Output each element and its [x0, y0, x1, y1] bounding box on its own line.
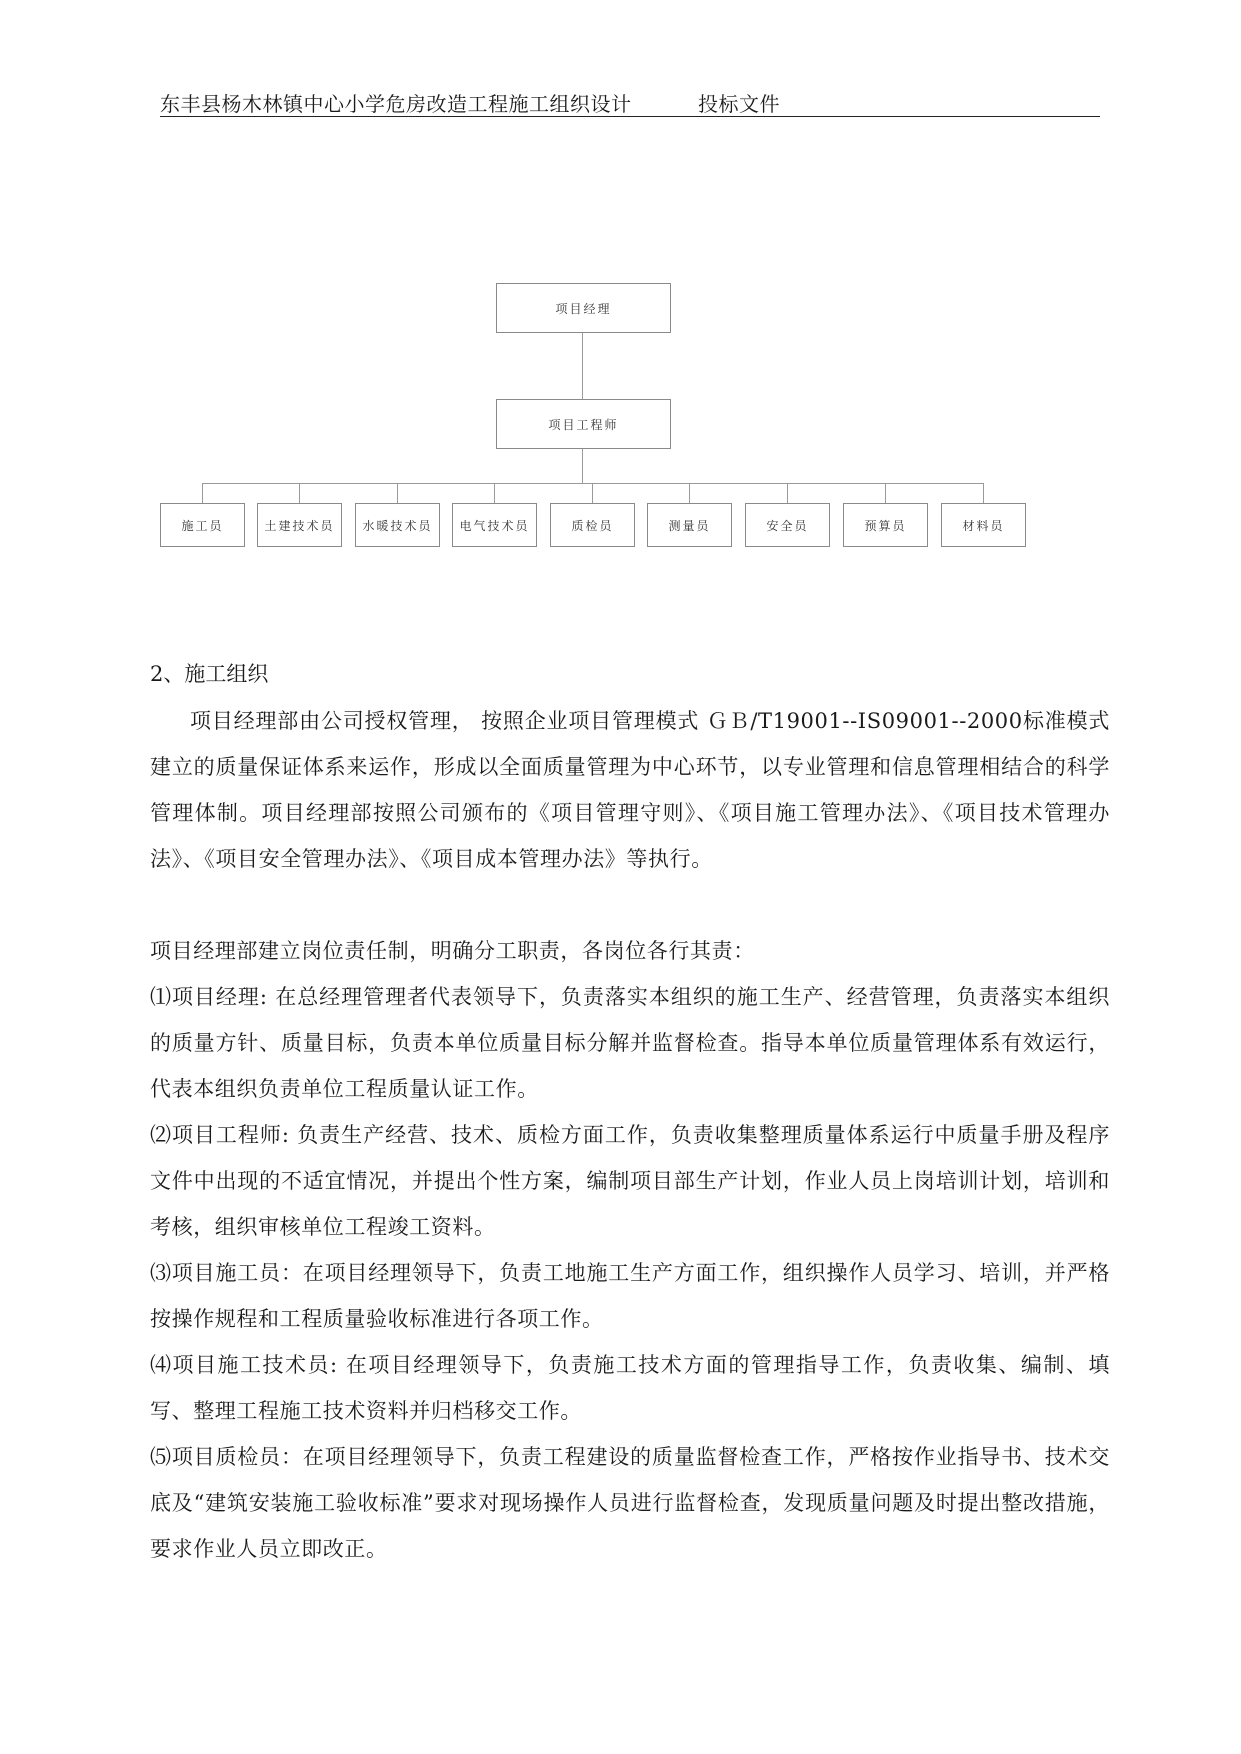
org-box-plumbing-technician: 水暖技术员	[355, 503, 440, 547]
paragraph-quality-inspector: ⑸项目质检员：在项目经理领导下，负责工程建设的质量监督检查工作，严格按作业指导书、技术交底及“建筑安装施工验收标准”要求对现场操作人员进行监督检查，发现质量问题及时提出整改措施，要求作业人员立即改正。	[150, 1445, 1110, 1561]
paragraph-intro: 项目经理部由公司授权管理， 按照企业项目管理模式 ＧＢ/T19001--IS09001--2000标准模式建立的质量保证体系来运作，形成以全面质量管理为中心环节，以专业管理和信息管理相结合的科学管理体制。项目经理部按照公司颁布的《项目管理守则》、《项目施工管理办法》、《项目技术管理办法》、《项目安全管理办法》、《项目成本管理办法》等执行。	[150, 709, 1110, 871]
org-box-civil-technician: 土建技术员	[257, 503, 342, 547]
org-box-surveyor: 测量员	[647, 503, 732, 547]
org-connector	[582, 449, 583, 483]
header-tag: 投标文件	[698, 92, 780, 116]
org-box-construction-worker: 施工员	[160, 503, 245, 547]
header-title: 东丰县杨木林镇中心小学危房改造工程施工组织设计	[160, 92, 632, 116]
org-connector	[202, 483, 984, 484]
paragraph-project-engineer: ⑵项目工程师: 负责生产经营、技术、质检方面工作，负责收集整理质量体系运行中质量手册及程序文件中出现的不适宜情况，并提出个性方案，编制项目部生产计划，作业人员上岗培训计划，培训和考核，组织审核单位工程竣工资料。	[150, 1123, 1110, 1239]
org-connector	[397, 483, 398, 503]
section-title: 2、施工组织	[150, 662, 269, 686]
paragraph-project-manager: ⑴项目经理: 在总经理管理者代表领导下，负责落实本组织的施工生产、经营管理，负责落实本组织的质量方针、质量目标，负责本单位质量目标分解并监督检查。指导本单位质量管理体系有效运行，代表本组织负责单位工程质量认证工作。	[150, 985, 1110, 1101]
org-connector	[885, 483, 886, 503]
org-connector	[983, 483, 984, 503]
org-box-materials-clerk: 材料员	[941, 503, 1026, 547]
org-box-safety-officer: 安全员	[745, 503, 830, 547]
org-box-quality-inspector: 质检员	[550, 503, 635, 547]
org-box-project-engineer: 项目工程师	[496, 399, 671, 449]
org-connector	[787, 483, 788, 503]
paragraph-responsibility-intro: 项目经理部建立岗位责任制，明确分工职责，各岗位各行其责：	[150, 939, 755, 963]
org-connector	[689, 483, 690, 503]
org-connector	[592, 483, 593, 503]
org-connector	[494, 483, 495, 503]
org-box-estimator: 预算员	[843, 503, 928, 547]
org-connector	[582, 333, 583, 399]
org-chart	[0, 0, 1241, 600]
org-box-project-manager: 项目经理	[496, 283, 671, 333]
paragraph-construction-technician: ⑷项目施工技术员: 在项目经理领导下，负责施工技术方面的管理指导工作，负责收集、编制、填写、整理工程施工技术资料并归档移交工作。	[150, 1353, 1110, 1423]
org-box-electrical-technician: 电气技术员	[452, 503, 537, 547]
org-connector	[299, 483, 300, 503]
org-connector	[202, 483, 203, 503]
paragraph-construction-worker: ⑶项目施工员：在项目经理领导下，负责工地施工生产方面工作，组织操作人员学习、培训，并严格按操作规程和工程质量验收标准进行各项工作。	[150, 1261, 1110, 1331]
